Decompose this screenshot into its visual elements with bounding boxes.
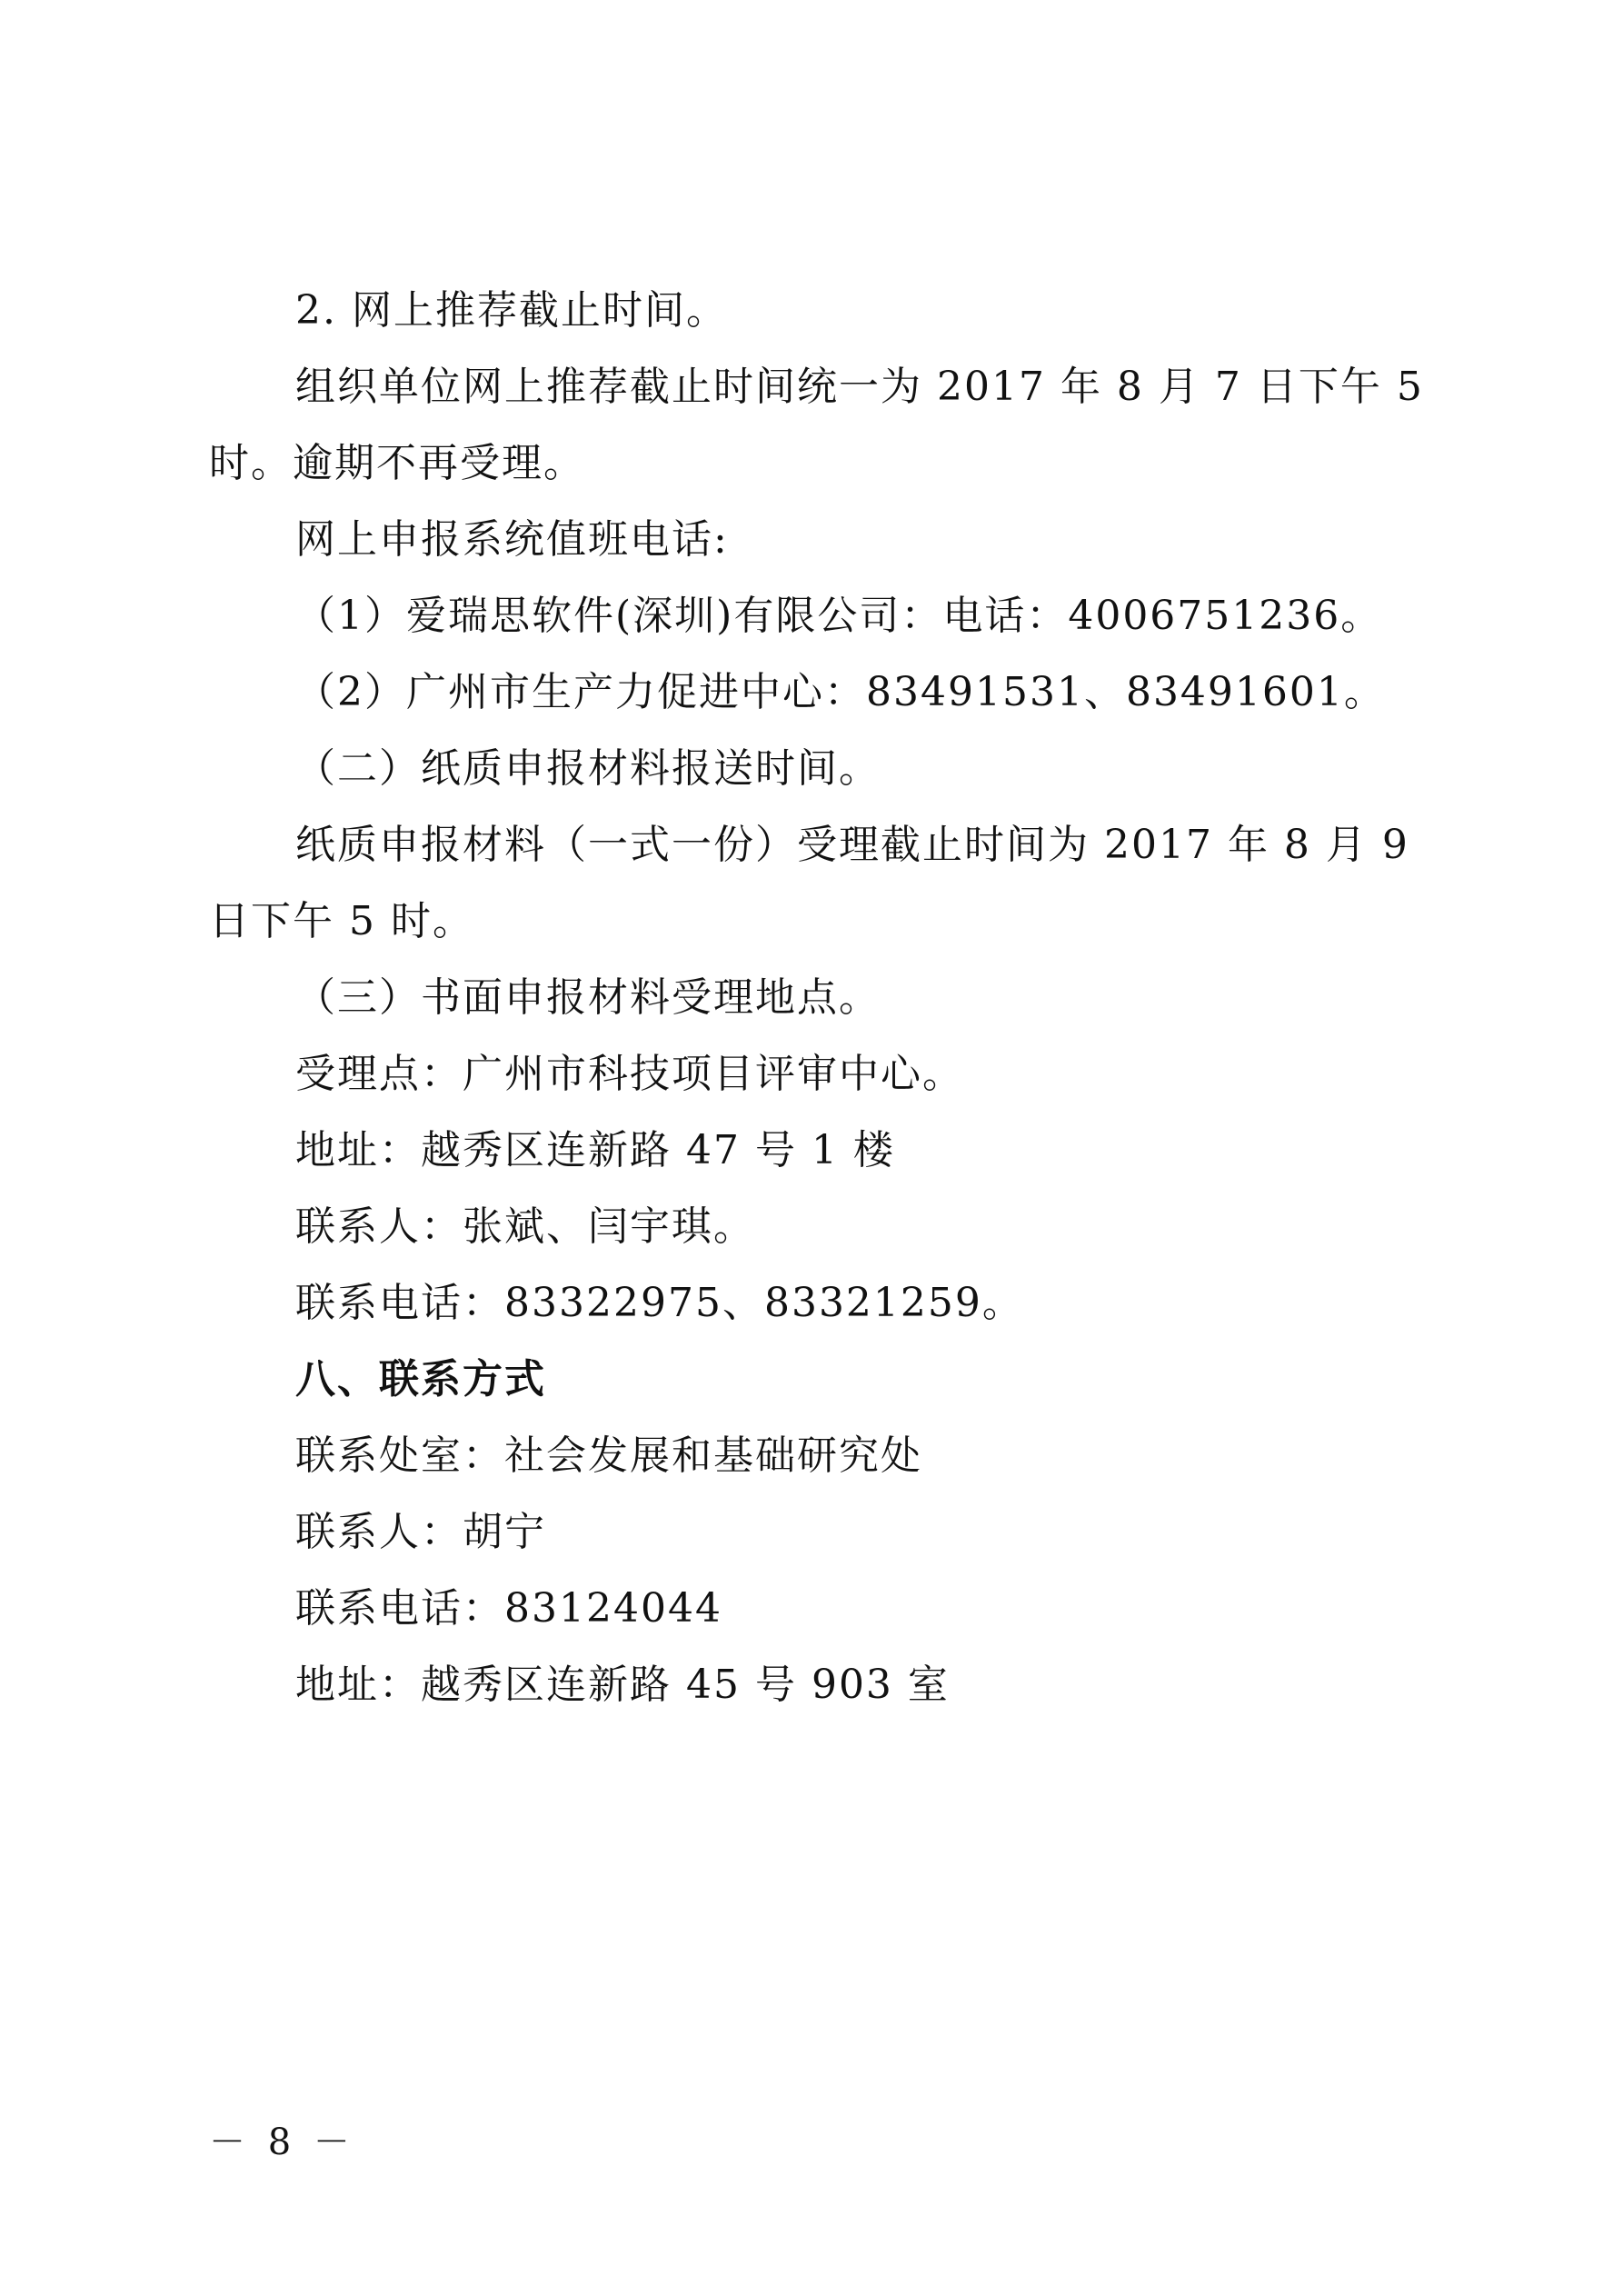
page-number: － 8 － <box>209 2121 355 2163</box>
contact-phone: 联系电话：83124044 <box>295 1585 722 1632</box>
acceptance-address: 地址：越秀区连新路 47 号 1 楼 <box>295 1127 895 1173</box>
paper-submission-text-line2: 日下午 5 时。 <box>209 898 474 944</box>
hotline-item-1: （1）爱瑞思软件(深圳)有限公司：电话：4006751236。 <box>295 593 1383 639</box>
document-body <box>209 273 1427 1723</box>
hotline-intro: 网上申报系统值班电话: <box>295 516 729 563</box>
paper-submission-text-line1: 纸质申报材料（一式一份）受理截止时间为 2017 年 8 月 9 <box>295 822 1409 868</box>
hotline-item-2: （2）广州市生产力促进中心：83491531、83491601。 <box>295 669 1386 715</box>
contact-address: 地址：越秀区连新路 45 号 903 室 <box>295 1662 950 1708</box>
acceptance-phone: 联系电话：83322975、83321259。 <box>295 1280 1024 1326</box>
contact-person: 联系人：胡宁 <box>295 1509 546 1555</box>
deadline-online-text-line2: 时。逾期不再受理。 <box>209 440 585 486</box>
deadline-online-text-line1: 组织单位网上推荐截止时间统一为 2017 年 8 月 7 日下午 5 <box>295 364 1424 410</box>
contact-office: 联系处室：社会发展和基础研究处 <box>295 1433 922 1479</box>
acceptance-point: 受理点：广州市科技项目评审中心。 <box>295 1051 964 1097</box>
paper-submission-heading: （二）纸质申报材料报送时间。 <box>295 745 881 792</box>
acceptance-location-heading: （三）书面申报材料受理地点。 <box>295 974 881 1021</box>
contact-section-heading: 八、联系方式 <box>295 1356 546 1403</box>
deadline-online-heading: 2. 网上推荐截止时间。 <box>295 287 728 334</box>
acceptance-contacts: 联系人：张斌、闫宇琪。 <box>295 1203 755 1250</box>
